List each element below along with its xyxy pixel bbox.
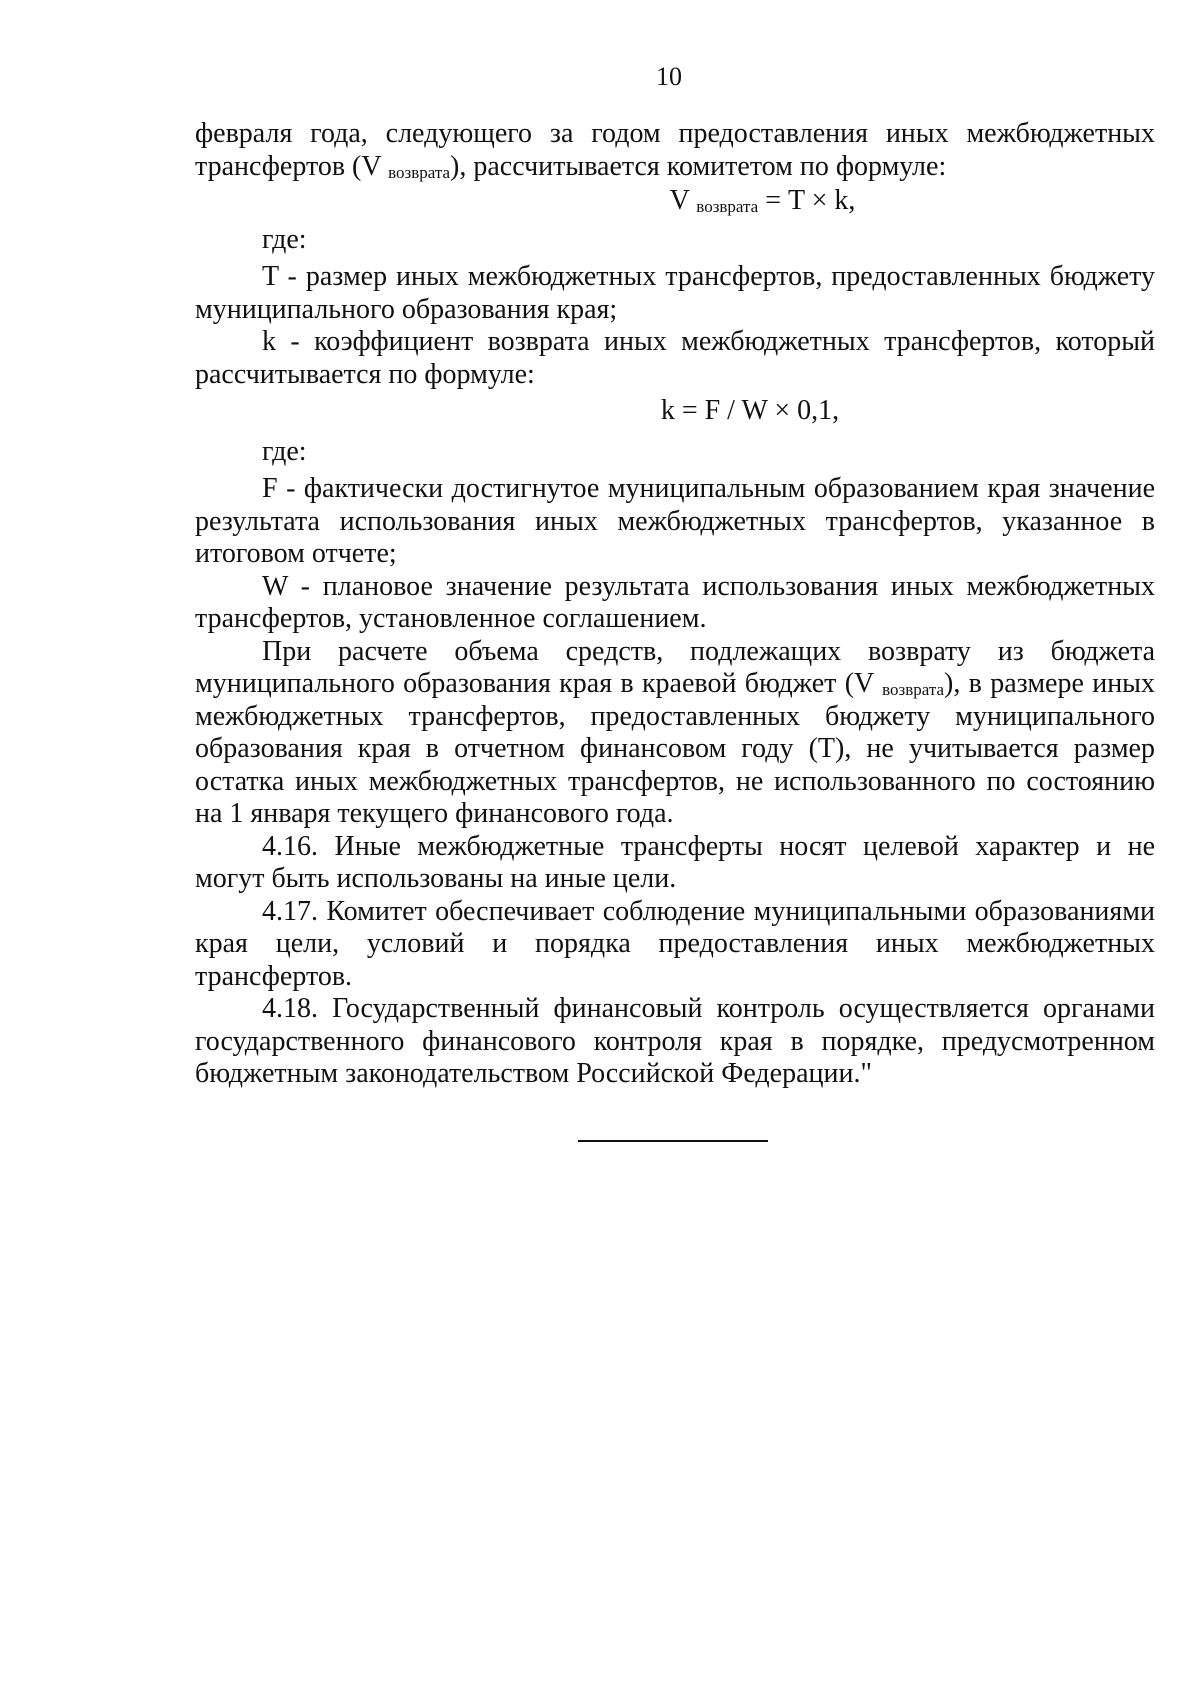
vozvrata-subscript: возврата	[388, 162, 451, 182]
formula-k: k = F / W × 0,1,	[660, 395, 840, 426]
intro-text: февраля года, следующего за годом предоставления иных межбюджетных трансфертов (V	[195, 118, 1155, 182]
definition-f: F - фактически достигнутое муниципальным образованием края значение результата использования иных межбюджетных трансфертов, указанное в итоговом отчете;	[195, 473, 1155, 569]
calculation-text-end: ), в размере иных межбюджетных трансфертов, предоставленных бюджету муниципального образования края в отчетном финансовом году (T), не учитывается размер остатка иных межбюджетных трансфертов, не использованного по состоянию на 1 января текущего финансового года.	[195, 668, 1155, 829]
intro-text-end: ), рассчитывается комитетом по формуле:	[450, 150, 947, 182]
calculation-text: При расчете объема средств, подлежащих возврату из бюджета муниципального образования края в краевой бюджет (V	[195, 635, 1155, 699]
definition-t: T - размер иных межбюджетных трансфертов, предоставленных бюджету муниципального образования края;	[195, 261, 1155, 325]
intro-paragraph	[195, 118, 1155, 183]
formula-v-vozvrata	[195, 183, 1155, 219]
clause-4-18: 4.18. Государственный финансовый контроль осуществляется органами государственного финансового контроля края в порядке, предусмотренном бюджетным законодательством Российской Федерации."	[195, 993, 1155, 1089]
definition-k: k - коэффициент возврата иных межбюджетных трансфертов, который рассчитывается по формуле:	[195, 326, 1155, 390]
page-number: 10	[656, 62, 682, 91]
where-label: где:	[262, 224, 307, 255]
formula-v-lhs: V	[669, 185, 690, 216]
clause-4-17: 4.17. Комитет обеспечивает соблюдение муниципальными образованиями края цели, условий и порядка предоставления иных межбюджетных трансфертов.	[195, 895, 1155, 992]
formula-v-subscript: возврата	[696, 197, 759, 216]
formula-v-rhs: = T × k,	[758, 185, 856, 216]
closing-rule	[578, 1140, 768, 1142]
calculation-paragraph	[195, 636, 1155, 831]
document-body	[195, 118, 1155, 1091]
calculation-subscript: возврата	[882, 680, 945, 699]
where-label-2: где:	[262, 436, 307, 467]
clause-4-16: 4.16. Иные межбюджетные трансферты носят целевой характер и не могут быть использованы на иные цели.	[195, 830, 1155, 894]
definition-w: W - плановое значение результата использования иных межбюджетных трансфертов, установленное соглашением.	[195, 570, 1155, 634]
